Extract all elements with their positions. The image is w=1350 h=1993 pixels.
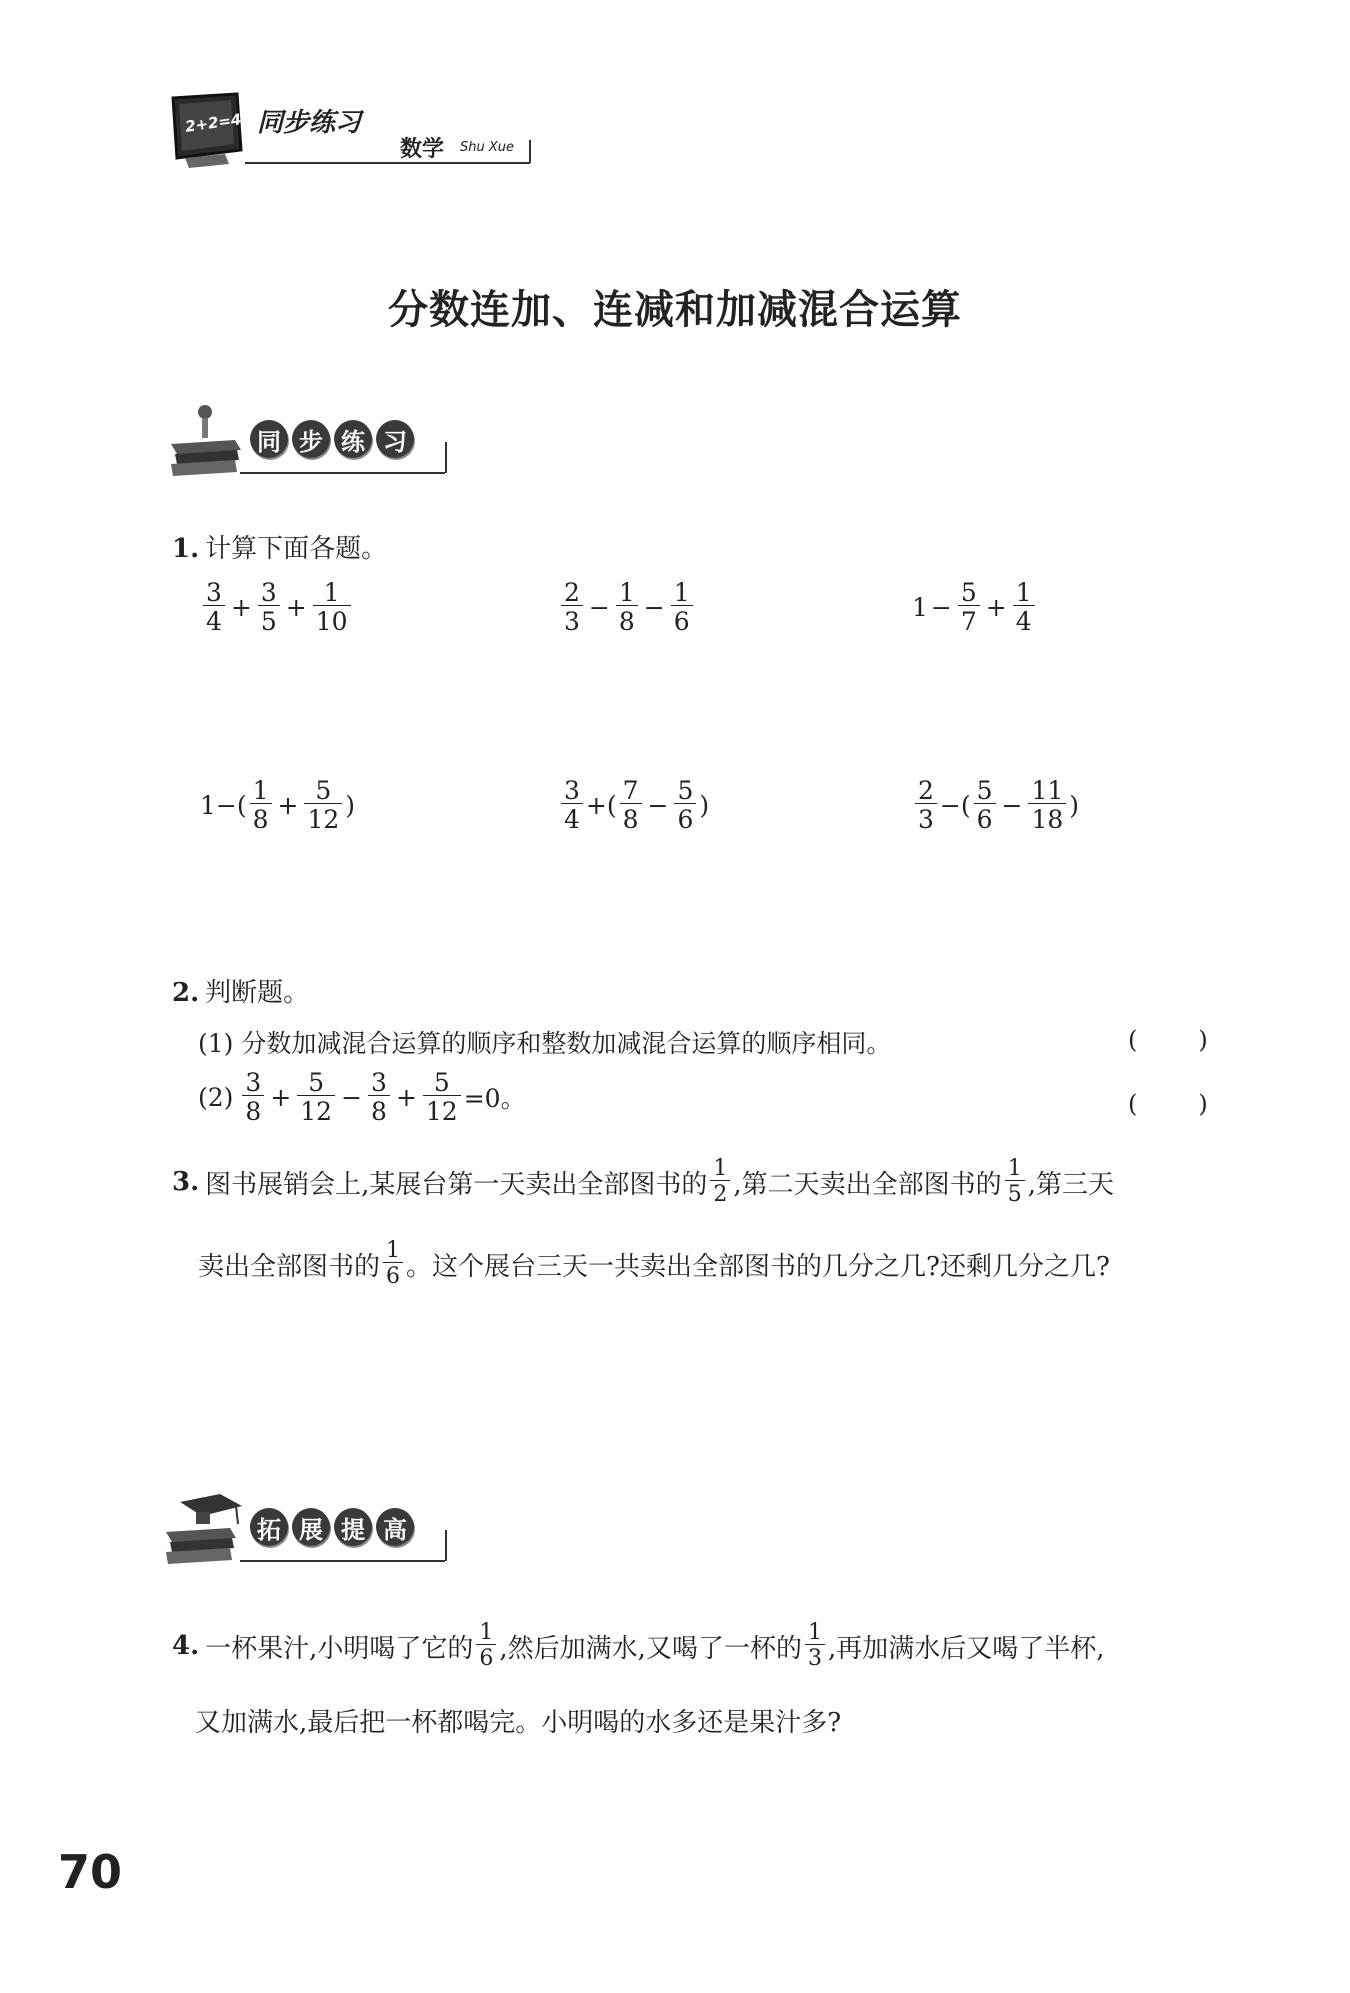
text-segment: 一杯果汁,小明喝了它的 <box>205 1633 474 1664</box>
text-segment: ) <box>345 790 356 820</box>
text-segment: −( <box>939 790 971 820</box>
numerator: 1 <box>323 578 340 607</box>
text-segment: 图书展销会上,某展台第一天卖出全部图书的 <box>205 1169 708 1200</box>
numerator: 3 <box>564 776 580 805</box>
text-segment: ,再加满水后又喝了半杯, <box>827 1633 1105 1664</box>
extend-char-2: 展 <box>292 1508 330 1546</box>
q3-number: 3. <box>172 1167 200 1197</box>
text-segment: 卖出全部图书的 <box>198 1251 381 1282</box>
numerator: 2 <box>918 776 934 805</box>
numerator: 5 <box>976 776 993 805</box>
numerator: 5 <box>677 776 694 805</box>
denominator: 3 <box>915 803 937 832</box>
numerator: 3 <box>260 578 277 607</box>
q1-expr-6 <box>912 778 1079 832</box>
q1-expr-5 <box>558 778 709 832</box>
numerator: 3 <box>371 1068 387 1097</box>
denominator: 10 <box>313 605 351 634</box>
denominator: 6 <box>383 1262 403 1288</box>
q2-text: 判断题。 <box>205 978 310 1008</box>
fraction <box>805 1622 825 1670</box>
fraction <box>1005 1158 1025 1206</box>
q1-expr-1 <box>200 580 354 634</box>
numerator: 2 <box>564 578 580 607</box>
fraction <box>1028 778 1066 832</box>
fraction <box>203 580 225 634</box>
operator: − <box>643 592 665 622</box>
fraction <box>561 778 583 832</box>
header-underline <box>245 162 530 164</box>
denominator: 5 <box>258 605 280 634</box>
books-lamp-icon <box>165 400 245 480</box>
q3-line-2 <box>198 1240 1110 1288</box>
denominator: 8 <box>250 803 272 832</box>
denominator: 4 <box>1013 605 1035 634</box>
fraction <box>423 1070 461 1124</box>
operator: + <box>285 592 307 622</box>
fraction <box>383 1240 403 1288</box>
text-segment: ) <box>699 790 710 820</box>
denominator: 6 <box>974 803 996 832</box>
section-extend-header <box>160 1488 450 1578</box>
fraction <box>616 580 638 634</box>
fraction <box>561 580 583 634</box>
denominator: 8 <box>620 803 642 832</box>
denominator: 8 <box>368 1095 390 1124</box>
fraction <box>674 778 696 832</box>
denominator: 5 <box>1005 1180 1025 1206</box>
header-rightbar <box>529 140 531 163</box>
denominator: 8 <box>616 605 638 634</box>
q1-expr-2 <box>558 580 696 634</box>
q2-prompt <box>172 972 309 1009</box>
fraction <box>974 778 996 832</box>
operator: − <box>930 592 952 622</box>
fraction <box>368 1070 390 1124</box>
fraction <box>242 1070 264 1124</box>
text-segment: +( <box>585 790 617 820</box>
operator: + <box>230 592 252 622</box>
operator: + <box>395 1082 417 1112</box>
q2-number: 2. <box>172 978 200 1008</box>
text-segment: 。这个展台三天一共卖出全部图书的几分之几?还剩几分之几? <box>406 1251 1110 1282</box>
q2-answer-bracket-2[interactable]: ( ) <box>1128 1090 1208 1118</box>
graduation-cap-icon <box>160 1488 245 1573</box>
text-segment: ,然后加满水,又喝了一杯的 <box>499 1633 802 1664</box>
q1-prompt <box>172 528 387 565</box>
extend-underline <box>240 1560 445 1562</box>
q1-text: 计算下面各题。 <box>205 534 388 564</box>
fraction <box>258 580 280 634</box>
denominator: 3 <box>561 605 583 634</box>
extend-char-4: 高 <box>376 1508 414 1546</box>
denominator: 4 <box>561 803 583 832</box>
fraction <box>1013 580 1035 634</box>
denominator: 8 <box>242 1095 264 1124</box>
denominator: 18 <box>1028 803 1066 832</box>
text-segment: ,第二天卖出全部图书的 <box>733 1169 1002 1200</box>
operator: + <box>270 1082 292 1112</box>
operator: − <box>341 1082 363 1112</box>
practice-char-4: 习 <box>376 420 414 458</box>
section-practice-header <box>165 400 455 490</box>
text-segment: 1−( <box>200 790 247 820</box>
denominator: 3 <box>805 1644 825 1670</box>
q4-number: 4. <box>172 1631 200 1661</box>
extend-char-3: 提 <box>334 1508 372 1546</box>
q4-line-1 <box>172 1622 1104 1670</box>
text-segment: 1 <box>912 592 928 622</box>
denominator: 6 <box>476 1644 496 1670</box>
numerator: 3 <box>245 1068 262 1097</box>
numerator: 1 <box>479 1620 494 1645</box>
practice-underline <box>240 472 445 474</box>
fraction <box>476 1622 496 1670</box>
denominator: 2 <box>710 1180 730 1206</box>
denominator: 7 <box>958 605 980 634</box>
q1-expr-4 <box>200 778 355 832</box>
series-name: 同步练习 <box>257 108 362 138</box>
fraction <box>297 1070 335 1124</box>
fraction <box>250 778 272 832</box>
numerator: 5 <box>315 776 332 805</box>
extend-char-1: 拓 <box>250 1508 288 1546</box>
numerator: 5 <box>960 578 977 607</box>
subject-name: 数学 <box>400 137 445 162</box>
q2-item-1: (1) 分数加减混合运算的顺序和整数加减混合运算的顺序相同。 <box>198 1029 892 1058</box>
numerator: 5 <box>308 1068 325 1097</box>
fraction <box>620 778 642 832</box>
denominator: 4 <box>203 605 225 634</box>
denominator: 12 <box>423 1095 461 1124</box>
numerator: 1 <box>713 1156 728 1181</box>
fraction <box>915 778 937 832</box>
page-number: 70 <box>58 1845 123 1899</box>
text-segment: (2) <box>198 1082 234 1112</box>
numerator: 1 <box>386 1238 401 1263</box>
numerator: 11 <box>1031 776 1064 805</box>
q1-expr-3 <box>912 580 1038 634</box>
practice-char-1: 同 <box>250 420 288 458</box>
fraction <box>710 1158 730 1206</box>
numerator: 7 <box>622 776 639 805</box>
fraction <box>671 580 693 634</box>
numerator: 3 <box>206 578 222 607</box>
q1-number: 1. <box>172 534 200 564</box>
numerator: 1 <box>618 578 635 607</box>
subject-pinyin: Shu Xue <box>460 140 515 155</box>
denominator: 6 <box>671 605 693 634</box>
q4-line-2: 又加满水,最后把一杯都喝完。小明喝的水多还是果汁多? <box>195 1708 842 1738</box>
numerator: 1 <box>1015 578 1032 607</box>
q2-item-2 <box>198 1070 526 1124</box>
text-segment: =0。 <box>463 1084 526 1113</box>
board-text: 2+2=4 <box>184 110 243 136</box>
operator: − <box>1001 790 1023 820</box>
fraction <box>958 580 980 634</box>
operator: + <box>277 790 299 820</box>
q3-line-1 <box>172 1158 1114 1206</box>
practice-char-3: 练 <box>334 420 372 458</box>
fraction <box>313 580 351 634</box>
practice-rightbar <box>445 442 447 473</box>
extend-rightbar <box>445 1530 447 1561</box>
text-segment: ,第三天 <box>1027 1169 1114 1200</box>
page-title: 分数连加、连减和加减混合运算 <box>388 286 962 333</box>
operator: − <box>647 790 669 820</box>
numerator: 1 <box>807 1620 822 1645</box>
denominator: 6 <box>674 803 696 832</box>
text-segment: ) <box>1069 790 1080 820</box>
numerator: 1 <box>252 776 269 805</box>
operator: + <box>985 592 1007 622</box>
practice-char-2: 步 <box>292 420 330 458</box>
header-logo <box>165 88 535 178</box>
fraction <box>304 778 342 832</box>
operator: − <box>588 592 610 622</box>
denominator: 12 <box>297 1095 335 1124</box>
q2-answer-bracket-1[interactable]: ( ) <box>1128 1026 1208 1054</box>
numerator: 5 <box>433 1068 450 1097</box>
numerator: 1 <box>673 578 690 607</box>
numerator: 1 <box>1007 1156 1022 1181</box>
denominator: 12 <box>304 803 342 832</box>
